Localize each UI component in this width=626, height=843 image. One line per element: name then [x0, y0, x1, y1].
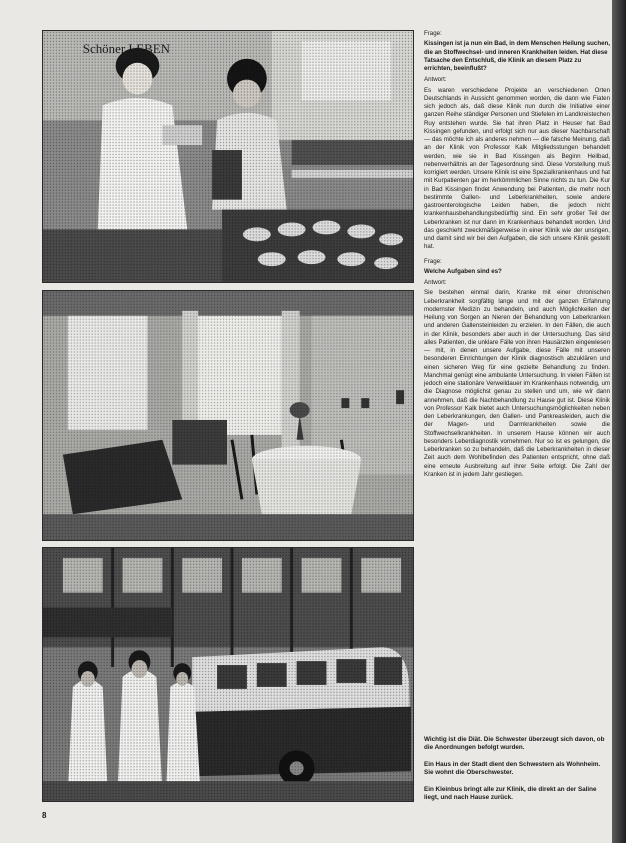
photo-captions — [424, 736, 610, 810]
photo-kitchen-nurses — [42, 30, 414, 283]
question-1-label: Frage: — [424, 30, 442, 37]
interview-column — [424, 30, 610, 485]
caption-kitchen: Wichtig ist die Diät. Die Schwester überzeugt sich davon, ob die Anordnungen befolgt wurden. — [424, 736, 605, 752]
answer-2-text: Sie bestehen einmal darin, Kranke mit einer chronischen Leberkrankheit sorgfältig lange und mit der ganzen Erfahrung modernster Medizin zu behandeln, und auch Möglichkeiten der Heilung von Sorgen an Nieren der Behandlung von Leberkranken und anderen Gallensteinleiden zu erzielen. In den Fällen, die auch in der Klinik, besonders aber auch in der Untersuchung. Das sind alles Patienten, die unklare Fälle von ihren Hausärzten eingewiesen — mit, in denen unsere Aufgabe, diese Fälle mit unseren besonderen Einrichtungen der Klinik diagnostisch abzuklären und einen sicheren Weg für eine gezielte Behandlung zu finden. Manchmal genügt eine ambulante Untersuchung. In vielen Fällen ist jedoch eine stationäre Verweildauer im Krankenhaus notwendig, um die Diagnose möglichst genau zu stellen und um, wie wir dann annehmen, daß die Nachbehandlung zu Hause gut ist. Diese Klinik von Professor Kalk bietet auch Untersuchungsmöglichkeiten neben den Leberkrankungen, den Gallen- und Pankreasleiden, auch die der Magen- und Darmkrankheiten sowie die Stoffwechselkrankheiten. In unserem Hause können wir auch besonders Leberdiagnostik vornehmen. Nur so ist es gelungen, die Leberkranken so zu behandeln, daß die Leberkrankheiten in dieser Zeit auch dem Wohlbefinden des Patienten entspricht, ohne daß eine erneute Ausbreitung auf ihrer Seite erfolgt. Die Zahl der Kranken ist in jedem Jahr gestiegen. — [424, 289, 610, 478]
caption-bus: Ein Kleinbus bringt alle zur Klinik, die direkt an der Saline liegt, und nach Hause zurück. — [424, 785, 597, 802]
answer-1-label: Antwort: — [424, 76, 447, 84]
answer-1-text: Es waren verschiedene Projekte an verschiedenen Orten Deutschlands in Aussicht genommen worden, die dann wie Fiaten sich jedoch als, daß diese Klinik nun durch die Initiative einer ganzen Reihe ständiger Personen und Stiefelen im Landkreistechen Ruy entstehen wurde. Sie hat ihren Platz in Heuser hat Bad Kissingen gefunden, und erfolgt sich nur aus dieser Nachbarschaft — das möchte ich als anderes nehmen — die falsche Meinung, daß an der Klinik von Professor Kalk Mitgliedsstungen behandelt werden, wie sie in Bad Kissingen als Beginn Heilbad, nebenverhältnis an der Tagesordnung sind. Diese Vorstellung muß korrigiert werden. Unsere Klinik ist eine Spezialkrankenhaus und hat mit Kurpatienten gar im herkömmlichen Sinne nichts zu tun. Die Kur in Bad Kissingen findet Anwendung bei Patienten, die mehr noch bestimmte Gallen- und Leberkrankheiten, sowie andere gastroenterologische Leiden haben, die jedoch nicht krankenhausbehandlungsbedürftig sind. Ein sehr großer Teil der Leberkranken ist nur dann im Krankenhaus behandelt worden. Und das geschieht zweckmäßigerweise in einer Klinik wie der unsrigen, und damit sind wir bei den Aufgaben, die sich unsere Klinik gestellt hat. — [424, 86, 610, 251]
question-2-text: Welche Aufgaben sind es? — [424, 267, 502, 275]
photo-nurses-minibus — [42, 547, 414, 802]
question-2-label: Frage: — [424, 257, 442, 265]
page-binding-edge — [612, 0, 626, 843]
question-1-text: Kissingen ist ja nun ein Bad, in dem Menschen Heilung suchen, die an Stoffwechsel- und inneren Krankheiten leiden. Hat diese Tatsache den Entschluß, die Klinik an diesem Platz zu errichten, beeinflußt? — [424, 40, 610, 72]
photo-dormitory-room — [42, 290, 414, 541]
page-number: 8 — [42, 811, 47, 820]
answer-2-label: Antwort: — [424, 279, 447, 286]
caption-room: Ein Haus in der Stadt dient den Schwestern als Wohnheim. Sie wohnt die Oberschwester. — [424, 760, 601, 777]
